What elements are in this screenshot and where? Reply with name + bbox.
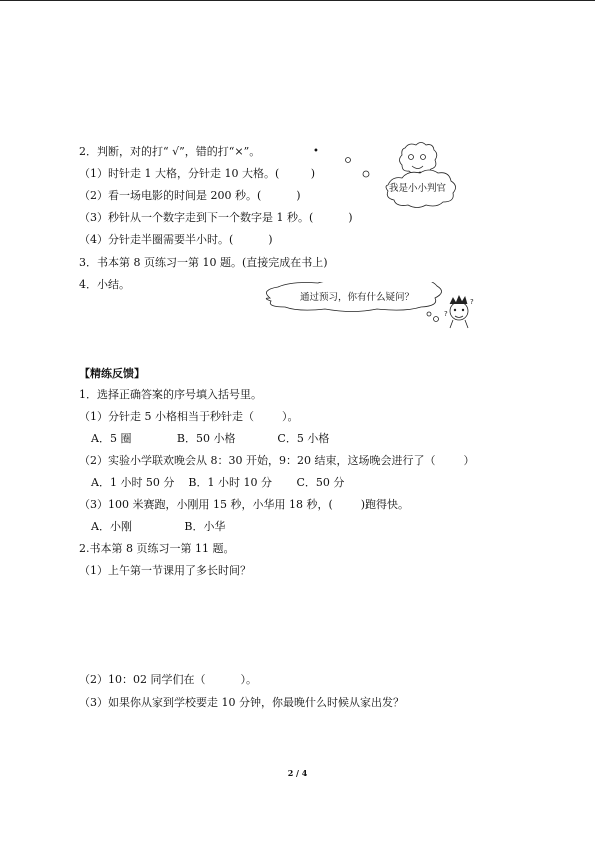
svg-text:?: ? (470, 298, 474, 306)
q2-3: （3）如果你从家到学校要走 10 分钟，你最晚什么时候从家出发？ (79, 696, 404, 709)
judge-item-2: （2）看一场电影的时间是 200 秒。( ) (79, 189, 301, 202)
q2-1: （1）上午第一节课用了多长时间？ (79, 564, 251, 577)
svg-text:?: ? (444, 310, 448, 318)
q2-2: （2）10：02 同学们在（ ）。 (79, 673, 257, 686)
q1-title: 1．选择正确答案的序号填入括号里。 (79, 388, 262, 401)
judge-thought-cloud (343, 140, 458, 215)
q1-1-options: A．5 圈 B．50 小格 C．5 小格 (91, 432, 330, 445)
question-thought-cloud (258, 282, 480, 332)
q1-2: （2）实验小学联欢晚会从 8：30 开始，9：20 结束，这场晚会进行了（ ） (79, 454, 475, 467)
judge-item-1: （1）时针走 1 大格，分针走 10 大格。( ) (79, 167, 316, 180)
judge-item-4: （4）分针走半圈需要半小时。( ) (79, 233, 273, 246)
judge-item-3: （3）秒针从一个数字走到下一个数字是 1 秒。( ) (79, 211, 353, 224)
q1-2-options: A．1 小时 50 分 B．1 小时 10 分 C．50 分 (91, 476, 345, 489)
q1-1: （1）分针走 5 小格相当于秒针走（ ）。 (79, 410, 299, 423)
q1-3-options: A．小刚 B．小华 (91, 520, 226, 533)
question-cloud-text: 通过预习，你有什么疑问？ (300, 292, 415, 303)
q1-3: （3）100 米赛跑，小刚用 15 秒，小华用 18 秒，( )跑得快。 (79, 498, 410, 511)
judge-title: 2．判断，对的打“ √”，错的打“×”。 (79, 145, 261, 158)
page-number: 2 / 4 (287, 768, 308, 778)
q2-title: 2.书本第 8 页练习一第 11 题。 (79, 542, 235, 555)
feedback-heading: 【精练反馈】 (79, 367, 145, 380)
item-4: 4．小结。 (79, 278, 130, 291)
item-3: 3．书本第 8 页练习一第 10 题。(直接完成在书上) (79, 256, 328, 269)
judge-cloud-text: 我是小小判官 (389, 183, 447, 194)
top-rule (0, 0, 595, 1)
bullet-dot-icon: • (313, 146, 319, 157)
